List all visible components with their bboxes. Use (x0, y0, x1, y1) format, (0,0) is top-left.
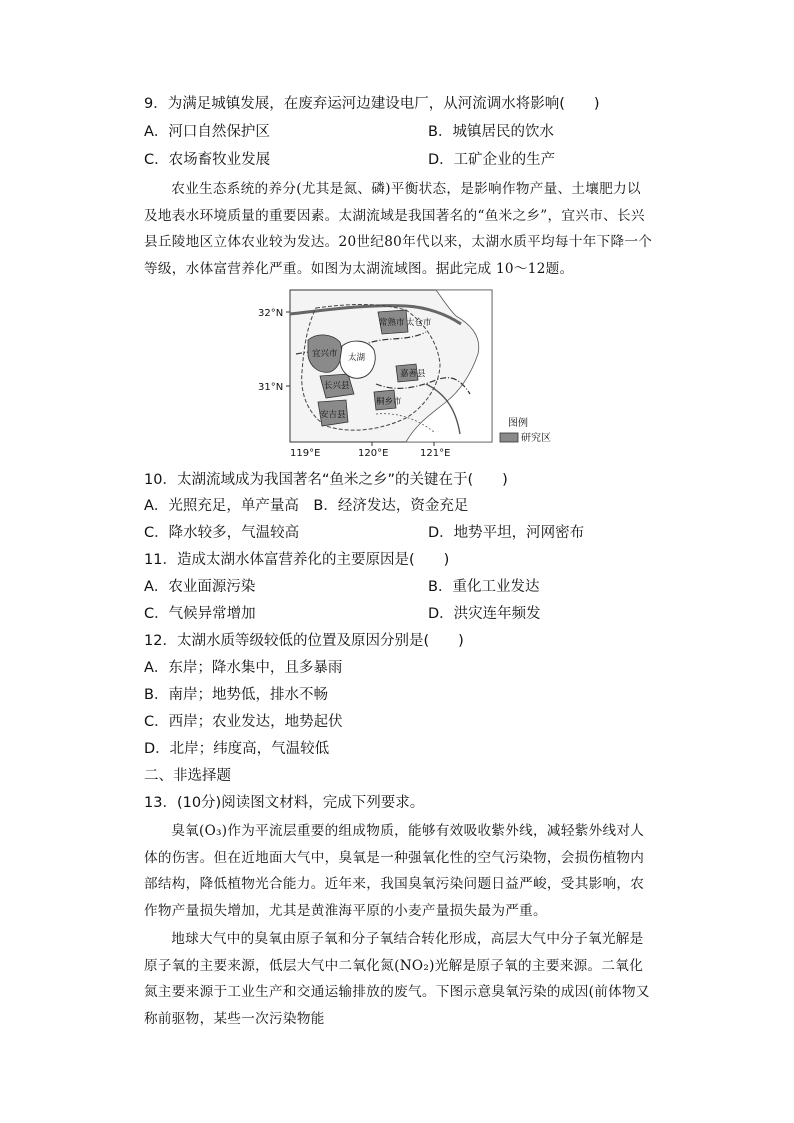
q12-stem: 12．太湖水质等级较低的位置及原因分别是( ) (144, 633, 464, 649)
q9-option-d: D．工矿企业的生产 (428, 152, 556, 168)
lon-label-121: 121°E (420, 448, 451, 459)
q12-option-a: A．东岸；降水集中，且多暴雨 (144, 660, 343, 676)
q13-paragraph-2: 地球大气中的臭氧由原子氧和分子氧结合转化形成，高层大气中分子氧光解是原子氧的主要来源，低层大气中二氧化氮(NO₂)光解是原子氧的主要来源。二氧化氮主要来源于工业生产和交通运输排放的废气。下图示意臭氧污染的成因(前体物又称前驱物，某些一次污染物能 (144, 931, 650, 1027)
q13-material (144, 818, 654, 1032)
label-changxing: 长兴县 (324, 381, 350, 391)
label-tongxiang: 桐乡市 (376, 397, 402, 407)
q10-option-c: C．降水较多，气温较高 (144, 525, 300, 541)
label-changshu: 常熟市 (379, 318, 405, 328)
q9-option-c: C．农场畜牧业发展 (144, 152, 271, 168)
q11-option-c: C．气候异常增加 (144, 606, 256, 622)
q12-option-b: B．南岸；地势低，排水不畅 (144, 687, 328, 703)
label-yixing: 宜兴市 (312, 349, 338, 359)
q11-stem: 11．造成太湖水体富营养化的主要原因是( ) (144, 552, 450, 568)
intro-text: 农业生态系统的养分(尤其是氮、磷)平衡状态，是影响作物产量、土壤肥力以及地表水环境质量的重要因素。太湖流域是我国著名的“鱼米之乡”，宜兴市、长兴县丘陵地区立体农业较为发达。20世纪80年代以来，太湖水质平均每十年下降一个等级，水体富营养化严重。如图为太湖流域图。据此完成 10～12题。 (144, 181, 653, 277)
label-taicang: 太仓市 (406, 318, 432, 328)
q12-option-d: D．北岸；纬度高，气温较低 (144, 741, 330, 757)
label-anji: 安吉县 (320, 410, 346, 420)
q11-option-a: A．农业面源污染 (144, 579, 256, 595)
lat-label-32: 32°N (258, 308, 284, 319)
q9-stem: 9．为满足城镇发展，在废弃运河边建设电厂，从河流调水将影响( ) (144, 96, 600, 112)
legend-title: 图例 (508, 418, 528, 429)
q10-stem: 10．太湖流域成为我国著名“鱼米之乡”的关键在于( ) (144, 472, 508, 488)
lon-label-119: 119°E (290, 448, 321, 459)
q12-option-c: C．西岸；农业发达，地势起伏 (144, 714, 343, 730)
lat-label-31: 31°N (258, 382, 284, 393)
section-heading-nonchoice: 二、非选择题 (144, 768, 231, 784)
lon-label-120: 120°E (358, 448, 389, 459)
q13-paragraph-1: 臭氧(O₃)作为平流层重要的组成物质，能够有效吸收紫外线，减轻紫外线对人体的伤害。但在近地面大气中，臭氧是一种强氧化性的空气污染物，会损伤植物内部结构，降低植物光合能力。近年来，我国臭氧污染问题日益严峻，受其影响，农作物产量损失增加，尤其是黄淮海平原的小麦产量损失最为严重。 (144, 823, 645, 919)
q11-option-b: B．重化工业发达 (428, 579, 540, 595)
q11-option-d: D．洪灾连年频发 (428, 606, 541, 622)
label-taihu: 太湖 (348, 353, 366, 363)
q9-option-b: B．城镇居民的饮水 (428, 124, 554, 140)
map-svg (256, 284, 556, 460)
q10-option-ab: A．光照充足，单产量高 B．经济发达，资金充足 (144, 498, 469, 514)
legend-label-study-area: 研究区 (521, 433, 551, 444)
intro-paragraph (144, 176, 654, 282)
q10-option-d: D．地势平坦，河网密布 (428, 525, 585, 541)
taihu-basin-map (256, 284, 556, 460)
legend-swatch-study-area (500, 433, 518, 442)
label-jiashan: 嘉善县 (400, 369, 426, 379)
q13-stem: 13．(10分)阅读图文材料，完成下列要求。 (144, 795, 425, 811)
q9-option-a: A．河口自然保护区 (144, 124, 270, 140)
